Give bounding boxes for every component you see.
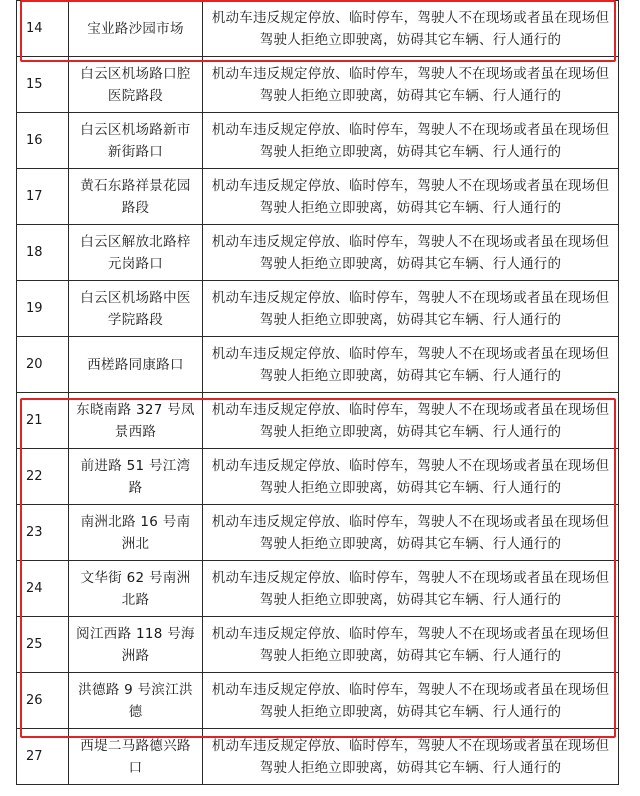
table-body xyxy=(17,1,619,785)
row-number-cell: 20 xyxy=(17,337,69,393)
table-row xyxy=(17,449,619,505)
location-cell: 南洲北路 16 号南洲北 xyxy=(69,505,203,561)
location-cell: 黄石东路祥景花园路段 xyxy=(69,169,203,225)
violation-cell: 机动车违反规定停放、临时停车，驾驶人不在现场或者虽在现场但驾驶人拒绝立即驶离，妨碍其它车辆、行人通行的 xyxy=(203,281,619,337)
table-row xyxy=(17,561,619,617)
table-row xyxy=(17,729,619,785)
violation-cell: 机动车违反规定停放、临时停车，驾驶人不在现场或者虽在现场但驾驶人拒绝立即驶离，妨碍其它车辆、行人通行的 xyxy=(203,729,619,785)
location-cell: 西槎路同康路口 xyxy=(69,337,203,393)
violation-cell: 机动车违反规定停放、临时停车，驾驶人不在现场或者虽在现场但驾驶人拒绝立即驶离，妨碍其它车辆、行人通行的 xyxy=(203,57,619,113)
violation-cell: 机动车违反规定停放、临时停车，驾驶人不在现场或者虽在现场但驾驶人拒绝立即驶离，妨碍其它车辆、行人通行的 xyxy=(203,617,619,673)
table-row xyxy=(17,281,619,337)
table-row xyxy=(17,617,619,673)
row-number-cell: 15 xyxy=(17,57,69,113)
violation-cell: 机动车违反规定停放、临时停车，驾驶人不在现场或者虽在现场但驾驶人拒绝立即驶离，妨碍其它车辆、行人通行的 xyxy=(203,449,619,505)
row-number-cell: 27 xyxy=(17,729,69,785)
table-row xyxy=(17,393,619,449)
violation-cell: 机动车违反规定停放、临时停车，驾驶人不在现场或者虽在现场但驾驶人拒绝立即驶离，妨碍其它车辆、行人通行的 xyxy=(203,393,619,449)
row-number-cell: 14 xyxy=(17,1,69,57)
violation-cell: 机动车违反规定停放、临时停车，驾驶人不在现场或者虽在现场但驾驶人拒绝立即驶离，妨碍其它车辆、行人通行的 xyxy=(203,337,619,393)
row-number-cell: 19 xyxy=(17,281,69,337)
location-cell: 白云区机场路中医学院路段 xyxy=(69,281,203,337)
violation-location-table xyxy=(16,0,619,785)
location-cell: 白云区机场路新市新街路口 xyxy=(69,113,203,169)
row-number-cell: 22 xyxy=(17,449,69,505)
location-cell: 前进路 51 号江湾路 xyxy=(69,449,203,505)
violation-cell: 机动车违反规定停放、临时停车，驾驶人不在现场或者虽在现场但驾驶人拒绝立即驶离，妨碍其它车辆、行人通行的 xyxy=(203,225,619,281)
table-row xyxy=(17,673,619,729)
location-cell: 白云区解放北路梓元岗路口 xyxy=(69,225,203,281)
location-cell: 东晓南路 327 号凤景西路 xyxy=(69,393,203,449)
table-row xyxy=(17,337,619,393)
violation-cell: 机动车违反规定停放、临时停车，驾驶人不在现场或者虽在现场但驾驶人拒绝立即驶离，妨碍其它车辆、行人通行的 xyxy=(203,169,619,225)
location-cell: 白云区机场路口腔医院路段 xyxy=(69,57,203,113)
table-row xyxy=(17,225,619,281)
row-number-cell: 16 xyxy=(17,113,69,169)
row-number-cell: 17 xyxy=(17,169,69,225)
row-number-cell: 21 xyxy=(17,393,69,449)
row-number-cell: 23 xyxy=(17,505,69,561)
violation-cell: 机动车违反规定停放、临时停车，驾驶人不在现场或者虽在现场但驾驶人拒绝立即驶离，妨碍其它车辆、行人通行的 xyxy=(203,673,619,729)
row-number-cell: 26 xyxy=(17,673,69,729)
violation-cell: 机动车违反规定停放、临时停车，驾驶人不在现场或者虽在现场但驾驶人拒绝立即驶离，妨碍其它车辆、行人通行的 xyxy=(203,561,619,617)
row-number-cell: 24 xyxy=(17,561,69,617)
violation-cell: 机动车违反规定停放、临时停车，驾驶人不在现场或者虽在现场但驾驶人拒绝立即驶离，妨碍其它车辆、行人通行的 xyxy=(203,113,619,169)
table-row xyxy=(17,57,619,113)
row-number-cell: 25 xyxy=(17,617,69,673)
table-row xyxy=(17,169,619,225)
location-cell: 宝业路沙园市场 xyxy=(69,1,203,57)
location-cell: 洪德路 9 号滨江洪德 xyxy=(69,673,203,729)
table-row xyxy=(17,505,619,561)
violation-cell: 机动车违反规定停放、临时停车，驾驶人不在现场或者虽在现场但驾驶人拒绝立即驶离，妨碍其它车辆、行人通行的 xyxy=(203,505,619,561)
location-cell: 阅江西路 118 号海洲路 xyxy=(69,617,203,673)
row-number-cell: 18 xyxy=(17,225,69,281)
location-cell: 西堤二马路德兴路口 xyxy=(69,729,203,785)
location-cell: 文华街 62 号南洲北路 xyxy=(69,561,203,617)
violation-cell: 机动车违反规定停放、临时停车，驾驶人不在现场或者虽在现场但驾驶人拒绝立即驶离，妨碍其它车辆、行人通行的 xyxy=(203,1,619,57)
table-row xyxy=(17,113,619,169)
table-row xyxy=(17,1,619,57)
